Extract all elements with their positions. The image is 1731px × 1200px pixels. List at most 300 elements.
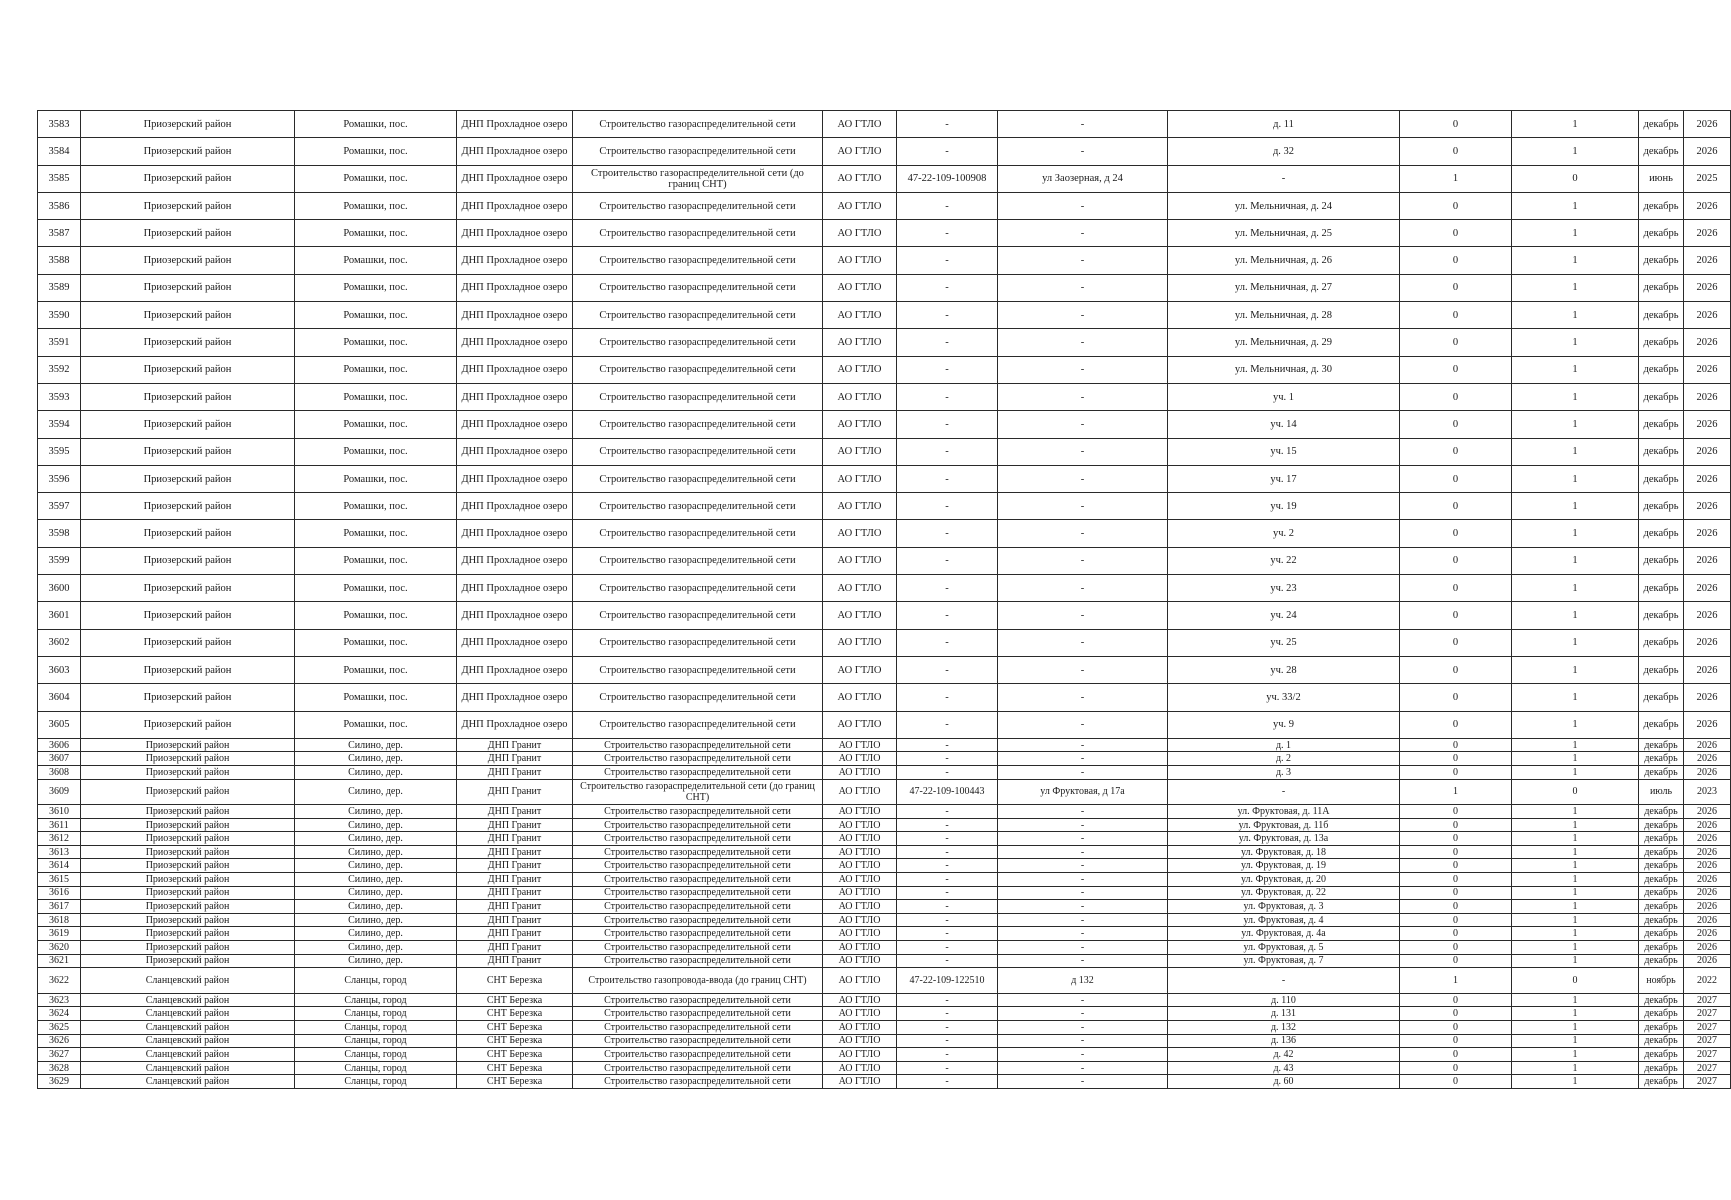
cell-plot: д. 43 — [1168, 1061, 1400, 1075]
cell-cadastral-number: - — [897, 411, 998, 438]
cell-row-number: 3628 — [38, 1061, 81, 1075]
cell-value-b: 1 — [1512, 845, 1639, 859]
table-row — [38, 859, 1731, 873]
cell-settlement: Сланцы, город — [295, 1048, 457, 1062]
cell-address: - — [998, 684, 1168, 711]
cell-district: Приозерский район — [81, 873, 295, 887]
cell-address: - — [998, 1075, 1168, 1089]
cell-association: ДНП Прохладное озеро — [457, 220, 573, 247]
cell-cadastral-number: 47-22-109-100443 — [897, 779, 998, 805]
cell-address: - — [998, 111, 1168, 138]
table-row — [38, 752, 1731, 766]
cell-work-type: Строительство газораспределительной сети (до границ СНТ) — [573, 165, 823, 192]
cell-operator: АО ГТЛО — [823, 1020, 897, 1034]
cell-month: декабрь — [1639, 575, 1684, 602]
cell-address: - — [998, 138, 1168, 165]
cell-operator: АО ГТЛО — [823, 1007, 897, 1021]
cell-work-type: Строительство газораспределительной сети — [573, 684, 823, 711]
cell-work-type: Строительство газораспределительной сети — [573, 1048, 823, 1062]
cell-month: декабрь — [1639, 886, 1684, 900]
cell-work-type: Строительство газораспределительной сети — [573, 493, 823, 520]
cell-plot: ул. Мельничная, д. 28 — [1168, 302, 1400, 329]
cell-plot: ул. Мельничная, д. 27 — [1168, 274, 1400, 301]
cell-operator: АО ГТЛО — [823, 1075, 897, 1089]
cell-association: ДНП Гранит — [457, 900, 573, 914]
cell-year: 2026 — [1684, 411, 1731, 438]
cell-operator: АО ГТЛО — [823, 913, 897, 927]
cell-month: ноябрь — [1639, 968, 1684, 994]
cell-year: 2026 — [1684, 329, 1731, 356]
cell-plot: уч. 15 — [1168, 438, 1400, 465]
cell-settlement: Силино, дер. — [295, 954, 457, 968]
cell-year: 2027 — [1684, 1061, 1731, 1075]
cell-settlement: Силино, дер. — [295, 738, 457, 752]
cell-association: СНТ Березка — [457, 968, 573, 994]
document-page — [37, 110, 1718, 1089]
cell-value-b: 1 — [1512, 993, 1639, 1007]
cell-district: Приозерский район — [81, 818, 295, 832]
cell-address: - — [998, 832, 1168, 846]
table-row — [38, 220, 1731, 247]
cell-settlement: Ромашки, пос. — [295, 684, 457, 711]
cell-settlement: Ромашки, пос. — [295, 111, 457, 138]
cell-district: Приозерский район — [81, 274, 295, 301]
cell-association: ДНП Прохладное озеро — [457, 656, 573, 683]
cell-address: - — [998, 629, 1168, 656]
cell-month: декабрь — [1639, 859, 1684, 873]
cell-work-type: Строительство газораспределительной сети — [573, 1075, 823, 1089]
cell-month: декабрь — [1639, 1007, 1684, 1021]
cell-address: - — [998, 913, 1168, 927]
cell-year: 2026 — [1684, 873, 1731, 887]
cell-operator: АО ГТЛО — [823, 873, 897, 887]
cell-value-b: 1 — [1512, 138, 1639, 165]
cell-settlement: Ромашки, пос. — [295, 575, 457, 602]
cell-row-number: 3593 — [38, 383, 81, 410]
cell-work-type: Строительство газораспределительной сети — [573, 873, 823, 887]
cell-value-b: 1 — [1512, 192, 1639, 219]
cell-month: декабрь — [1639, 711, 1684, 738]
cell-district: Приозерский район — [81, 832, 295, 846]
cell-operator: АО ГТЛО — [823, 220, 897, 247]
cell-district: Приозерский район — [81, 520, 295, 547]
cell-cadastral-number: - — [897, 192, 998, 219]
cell-plot: д. 32 — [1168, 138, 1400, 165]
cell-settlement: Ромашки, пос. — [295, 247, 457, 274]
cell-address: - — [998, 711, 1168, 738]
table-row — [38, 766, 1731, 780]
cell-settlement: Силино, дер. — [295, 859, 457, 873]
cell-association: СНТ Березка — [457, 1034, 573, 1048]
cell-association: ДНП Гранит — [457, 832, 573, 846]
cell-month: декабрь — [1639, 547, 1684, 574]
cell-year: 2026 — [1684, 493, 1731, 520]
cell-work-type: Строительство газораспределительной сети — [573, 111, 823, 138]
cell-row-number: 3604 — [38, 684, 81, 711]
cell-work-type: Строительство газораспределительной сети — [573, 752, 823, 766]
cell-value-a: 0 — [1400, 954, 1512, 968]
cell-month: декабрь — [1639, 192, 1684, 219]
cell-value-a: 0 — [1400, 1007, 1512, 1021]
cell-cadastral-number: - — [897, 954, 998, 968]
cell-month: декабрь — [1639, 1075, 1684, 1089]
cell-work-type: Строительство газораспределительной сети — [573, 575, 823, 602]
cell-value-a: 0 — [1400, 493, 1512, 520]
cell-association: ДНП Гранит — [457, 927, 573, 941]
cell-cadastral-number: - — [897, 738, 998, 752]
cell-work-type: Строительство газораспределительной сети — [573, 1034, 823, 1048]
cell-cadastral-number: - — [897, 383, 998, 410]
cell-month: декабрь — [1639, 438, 1684, 465]
cell-cadastral-number: - — [897, 575, 998, 602]
cell-cadastral-number: - — [897, 1020, 998, 1034]
cell-plot: ул. Фруктовая, д. 13а — [1168, 832, 1400, 846]
cell-address: ул Заозерная, д 24 — [998, 165, 1168, 192]
cell-address: - — [998, 954, 1168, 968]
cell-association: ДНП Прохладное озеро — [457, 192, 573, 219]
cell-year: 2027 — [1684, 1020, 1731, 1034]
cell-month: декабрь — [1639, 954, 1684, 968]
cell-association: ДНП Прохладное озеро — [457, 247, 573, 274]
cell-cadastral-number: - — [897, 220, 998, 247]
cell-address: - — [998, 738, 1168, 752]
cell-month: декабрь — [1639, 1020, 1684, 1034]
cell-cadastral-number: - — [897, 274, 998, 301]
cell-cadastral-number: - — [897, 356, 998, 383]
cell-value-a: 0 — [1400, 900, 1512, 914]
cell-plot: ул. Фруктовая, д. 11А — [1168, 805, 1400, 819]
cell-cadastral-number: - — [897, 993, 998, 1007]
cell-cadastral-number: - — [897, 465, 998, 492]
cell-address: - — [998, 886, 1168, 900]
table-row — [38, 738, 1731, 752]
cell-value-b: 1 — [1512, 1007, 1639, 1021]
cell-association: ДНП Прохладное озеро — [457, 520, 573, 547]
cell-work-type: Строительство газораспределительной сети — [573, 629, 823, 656]
table-row — [38, 1048, 1731, 1062]
cell-row-number: 3608 — [38, 766, 81, 780]
cell-row-number: 3620 — [38, 941, 81, 955]
cell-cadastral-number: - — [897, 602, 998, 629]
cell-settlement: Ромашки, пос. — [295, 711, 457, 738]
cell-address: - — [998, 805, 1168, 819]
cell-address: - — [998, 845, 1168, 859]
cell-month: декабрь — [1639, 602, 1684, 629]
cell-address: д 132 — [998, 968, 1168, 994]
cell-year: 2026 — [1684, 711, 1731, 738]
cell-row-number: 3603 — [38, 656, 81, 683]
cell-row-number: 3612 — [38, 832, 81, 846]
cell-year: 2026 — [1684, 738, 1731, 752]
cell-operator: АО ГТЛО — [823, 302, 897, 329]
cell-association: ДНП Гранит — [457, 738, 573, 752]
cell-operator: АО ГТЛО — [823, 1034, 897, 1048]
table-row — [38, 873, 1731, 887]
cell-value-b: 0 — [1512, 165, 1639, 192]
cell-work-type: Строительство газораспределительной сети — [573, 247, 823, 274]
cell-cadastral-number: - — [897, 886, 998, 900]
cell-settlement: Силино, дер. — [295, 927, 457, 941]
cell-year: 2027 — [1684, 1034, 1731, 1048]
cell-address: - — [998, 411, 1168, 438]
cell-operator: АО ГТЛО — [823, 1048, 897, 1062]
cell-district: Приозерский район — [81, 329, 295, 356]
cell-district: Приозерский район — [81, 302, 295, 329]
cell-operator: АО ГТЛО — [823, 656, 897, 683]
cell-cadastral-number: - — [897, 927, 998, 941]
cell-cadastral-number: - — [897, 656, 998, 683]
cell-value-b: 1 — [1512, 1075, 1639, 1089]
cell-district: Приозерский район — [81, 165, 295, 192]
cell-work-type: Строительство газораспределительной сети — [573, 411, 823, 438]
cell-value-a: 0 — [1400, 886, 1512, 900]
cell-settlement: Ромашки, пос. — [295, 138, 457, 165]
cell-settlement: Ромашки, пос. — [295, 411, 457, 438]
cell-row-number: 3596 — [38, 465, 81, 492]
cell-year: 2027 — [1684, 1048, 1731, 1062]
cell-value-b: 1 — [1512, 913, 1639, 927]
cell-association: ДНП Прохладное озеро — [457, 602, 573, 629]
table-row — [38, 602, 1731, 629]
cell-value-a: 0 — [1400, 1061, 1512, 1075]
cell-settlement: Силино, дер. — [295, 845, 457, 859]
table-row — [38, 438, 1731, 465]
cell-association: ДНП Прохладное озеро — [457, 684, 573, 711]
cell-value-b: 1 — [1512, 629, 1639, 656]
cell-cadastral-number: - — [897, 547, 998, 574]
cell-month: декабрь — [1639, 818, 1684, 832]
cell-year: 2026 — [1684, 954, 1731, 968]
cell-value-b: 1 — [1512, 1048, 1639, 1062]
cell-plot: д. 110 — [1168, 993, 1400, 1007]
cell-work-type: Строительство газораспределительной сети — [573, 818, 823, 832]
cell-district: Приозерский район — [81, 656, 295, 683]
cell-plot: - — [1168, 165, 1400, 192]
cell-month: декабрь — [1639, 993, 1684, 1007]
cell-row-number: 3601 — [38, 602, 81, 629]
cell-district: Сланцевский район — [81, 1061, 295, 1075]
cell-cadastral-number: - — [897, 711, 998, 738]
table-row — [38, 465, 1731, 492]
cell-row-number: 3616 — [38, 886, 81, 900]
table-row — [38, 138, 1731, 165]
cell-address: - — [998, 274, 1168, 301]
cell-year: 2026 — [1684, 805, 1731, 819]
cell-value-a: 1 — [1400, 779, 1512, 805]
cell-work-type: Строительство газораспределительной сети — [573, 465, 823, 492]
cell-association: СНТ Березка — [457, 1075, 573, 1089]
cell-cadastral-number: - — [897, 438, 998, 465]
cell-district: Приозерский район — [81, 629, 295, 656]
cell-value-a: 0 — [1400, 520, 1512, 547]
cell-year: 2026 — [1684, 302, 1731, 329]
cell-month: декабрь — [1639, 247, 1684, 274]
cell-month: декабрь — [1639, 832, 1684, 846]
cell-plot: уч. 14 — [1168, 411, 1400, 438]
cell-month: декабрь — [1639, 927, 1684, 941]
cell-address: - — [998, 752, 1168, 766]
cell-value-b: 1 — [1512, 274, 1639, 301]
cell-value-b: 1 — [1512, 493, 1639, 520]
cell-address: - — [998, 356, 1168, 383]
cell-row-number: 3605 — [38, 711, 81, 738]
cell-association: ДНП Прохладное озеро — [457, 411, 573, 438]
cell-address: - — [998, 656, 1168, 683]
cell-district: Приозерский район — [81, 547, 295, 574]
cell-row-number: 3610 — [38, 805, 81, 819]
cell-plot: ул. Фруктовая, д. 3 — [1168, 900, 1400, 914]
cell-association: СНТ Березка — [457, 1020, 573, 1034]
cell-value-b: 1 — [1512, 656, 1639, 683]
cell-value-b: 1 — [1512, 684, 1639, 711]
table-row — [38, 1007, 1731, 1021]
cell-plot: ул. Фруктовая, д. 19 — [1168, 859, 1400, 873]
cell-address: - — [998, 493, 1168, 520]
cell-plot: ул. Мельничная, д. 29 — [1168, 329, 1400, 356]
cell-operator: АО ГТЛО — [823, 547, 897, 574]
cell-work-type: Строительство газораспределительной сети — [573, 438, 823, 465]
cell-row-number: 3619 — [38, 927, 81, 941]
cell-settlement: Силино, дер. — [295, 766, 457, 780]
cell-work-type: Строительство газораспределительной сети — [573, 711, 823, 738]
cell-cadastral-number: - — [897, 138, 998, 165]
cell-operator: АО ГТЛО — [823, 520, 897, 547]
table-row — [38, 968, 1731, 994]
cell-settlement: Сланцы, город — [295, 1034, 457, 1048]
cell-value-b: 1 — [1512, 547, 1639, 574]
cell-plot: д. 131 — [1168, 1007, 1400, 1021]
cell-association: ДНП Гранит — [457, 886, 573, 900]
cell-association: ДНП Гранит — [457, 805, 573, 819]
cell-operator: АО ГТЛО — [823, 165, 897, 192]
table-row — [38, 274, 1731, 301]
cell-operator: АО ГТЛО — [823, 859, 897, 873]
cell-work-type: Строительство газораспределительной сети — [573, 520, 823, 547]
cell-row-number: 3594 — [38, 411, 81, 438]
cell-operator: АО ГТЛО — [823, 766, 897, 780]
cell-operator: АО ГТЛО — [823, 752, 897, 766]
cell-month: декабрь — [1639, 493, 1684, 520]
table-row — [38, 1061, 1731, 1075]
cell-plot: ул. Фруктовая, д. 18 — [1168, 845, 1400, 859]
cell-district: Приозерский район — [81, 111, 295, 138]
cell-operator: АО ГТЛО — [823, 886, 897, 900]
cell-month: декабрь — [1639, 1048, 1684, 1062]
cell-operator: АО ГТЛО — [823, 111, 897, 138]
cell-month: декабрь — [1639, 411, 1684, 438]
cell-association: ДНП Гранит — [457, 859, 573, 873]
cell-year: 2022 — [1684, 968, 1731, 994]
cell-district: Приозерский район — [81, 927, 295, 941]
cell-value-b: 1 — [1512, 766, 1639, 780]
cell-month: декабрь — [1639, 656, 1684, 683]
cell-district: Приозерский район — [81, 941, 295, 955]
cell-settlement: Сланцы, город — [295, 968, 457, 994]
cell-district: Приозерский район — [81, 859, 295, 873]
cell-value-a: 0 — [1400, 818, 1512, 832]
cell-row-number: 3597 — [38, 493, 81, 520]
cell-row-number: 3614 — [38, 859, 81, 873]
cell-value-b: 1 — [1512, 411, 1639, 438]
cell-plot: уч. 25 — [1168, 629, 1400, 656]
cell-month: декабрь — [1639, 138, 1684, 165]
cell-value-a: 0 — [1400, 111, 1512, 138]
cell-district: Приозерский район — [81, 752, 295, 766]
cell-work-type: Строительство газораспределительной сети — [573, 192, 823, 219]
cell-row-number: 3588 — [38, 247, 81, 274]
cell-district: Приозерский район — [81, 711, 295, 738]
table-row — [38, 927, 1731, 941]
cell-operator: АО ГТЛО — [823, 968, 897, 994]
cell-month: июнь — [1639, 165, 1684, 192]
cell-row-number: 3586 — [38, 192, 81, 219]
cell-month: декабрь — [1639, 845, 1684, 859]
cell-cadastral-number: - — [897, 805, 998, 819]
cell-address: - — [998, 818, 1168, 832]
cell-year: 2026 — [1684, 900, 1731, 914]
cell-work-type: Строительство газораспределительной сети — [573, 913, 823, 927]
cell-month: декабрь — [1639, 520, 1684, 547]
table-row — [38, 302, 1731, 329]
table-row — [38, 711, 1731, 738]
cell-district: Приозерский район — [81, 575, 295, 602]
cell-settlement: Сланцы, город — [295, 1007, 457, 1021]
cell-value-a: 1 — [1400, 165, 1512, 192]
cell-plot: ул. Фруктовая, д. 4а — [1168, 927, 1400, 941]
cell-value-a: 0 — [1400, 993, 1512, 1007]
cell-address: ул Фруктовая, д 17а — [998, 779, 1168, 805]
cell-value-a: 0 — [1400, 1075, 1512, 1089]
cell-operator: АО ГТЛО — [823, 493, 897, 520]
cell-year: 2026 — [1684, 629, 1731, 656]
cell-settlement: Сланцы, город — [295, 1075, 457, 1089]
table-row — [38, 411, 1731, 438]
cell-year: 2026 — [1684, 465, 1731, 492]
cell-value-b: 1 — [1512, 805, 1639, 819]
cell-address: - — [998, 1061, 1168, 1075]
cell-value-a: 0 — [1400, 302, 1512, 329]
cell-cadastral-number: - — [897, 329, 998, 356]
cell-cadastral-number: - — [897, 629, 998, 656]
cell-row-number: 3595 — [38, 438, 81, 465]
cell-cadastral-number: - — [897, 818, 998, 832]
cell-work-type: Строительство газораспределительной сети — [573, 356, 823, 383]
table-row — [38, 329, 1731, 356]
cell-cadastral-number: - — [897, 900, 998, 914]
cell-plot: уч. 1 — [1168, 383, 1400, 410]
cell-value-a: 0 — [1400, 547, 1512, 574]
cell-row-number: 3591 — [38, 329, 81, 356]
cell-year: 2027 — [1684, 1075, 1731, 1089]
cell-row-number: 3607 — [38, 752, 81, 766]
cell-operator: АО ГТЛО — [823, 993, 897, 1007]
cell-settlement: Ромашки, пос. — [295, 302, 457, 329]
cell-operator: АО ГТЛО — [823, 954, 897, 968]
cell-settlement: Ромашки, пос. — [295, 493, 457, 520]
cell-row-number: 3599 — [38, 547, 81, 574]
cell-plot: ул. Мельничная, д. 24 — [1168, 192, 1400, 219]
table-row — [38, 993, 1731, 1007]
cell-value-a: 0 — [1400, 927, 1512, 941]
cell-association: ДНП Прохладное озеро — [457, 329, 573, 356]
cell-association: ДНП Прохладное озеро — [457, 111, 573, 138]
cell-work-type: Строительство газораспределительной сети — [573, 602, 823, 629]
cell-settlement: Ромашки, пос. — [295, 274, 457, 301]
cell-year: 2026 — [1684, 656, 1731, 683]
cell-district: Приозерский район — [81, 684, 295, 711]
cell-operator: АО ГТЛО — [823, 805, 897, 819]
cell-value-a: 0 — [1400, 913, 1512, 927]
